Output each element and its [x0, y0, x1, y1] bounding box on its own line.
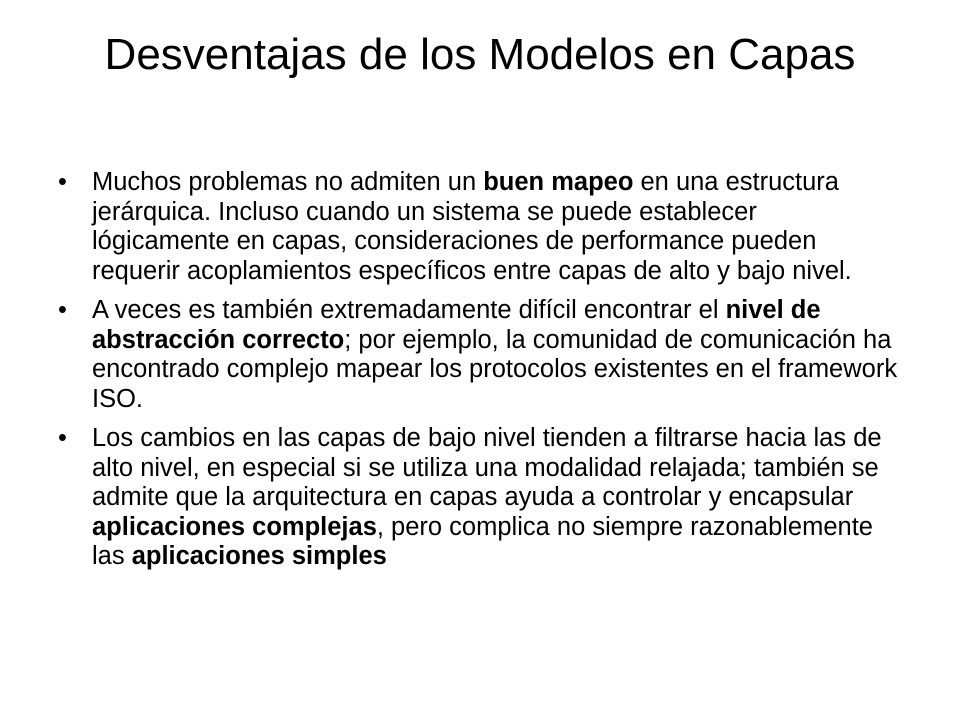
slide-title: Desventajas de los Modelos en Capas — [104, 30, 856, 79]
bullet-text-segment: Muchos problemas no admiten un — [92, 168, 484, 196]
bullet-bold-text: aplicaciones simples — [131, 542, 387, 570]
bullet-item — [58, 424, 898, 572]
bullet-marker: • — [58, 424, 67, 452]
bullet-bold-text: buen mapeo — [483, 168, 634, 196]
bullet-marker: • — [58, 296, 67, 324]
bullet-list — [58, 168, 898, 582]
bullet-item — [58, 168, 898, 286]
bullet-text-segment: A veces es también extremadamente difícil encontrar el — [92, 296, 726, 324]
bullet-marker: • — [58, 168, 67, 196]
bullet-item — [58, 296, 898, 414]
bullet-text-segment: ; por ejemplo, la comunidad de comunicación ha encontrado complejo mapear los protocolos existentes en el framework ISO. — [92, 325, 898, 413]
bullet-bold-text: nivel de abstracción correcto — [92, 296, 821, 354]
bullet-text-segment: Los cambios en las capas de bajo nivel tienden a filtrarse hacia las de alto nivel, en especial si se utiliza una modalidad relajada; también se admite que la arquitectura en capas ayuda a controlar y encapsular — [92, 424, 882, 511]
bullet-text-segment: en una estructura jerárquica. Incluso cuando un sistema se puede establecer lógicamente en capas, consideraciones de performance pueden requerir acoplamientos específicos entre capas de alto y bajo nivel. — [92, 168, 852, 285]
bullet-bold-text: aplicaciones complejas — [92, 512, 377, 541]
bullet-text-segment: , pero complica no siempre razonablemente las — [92, 512, 873, 570]
